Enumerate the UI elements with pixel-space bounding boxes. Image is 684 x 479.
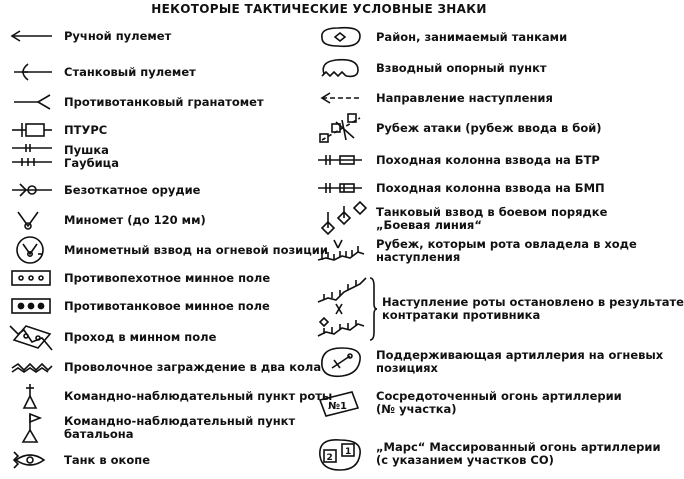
legend-label: Безоткатное орудие — [64, 182, 201, 197]
legend-label: Танк в окопе — [64, 452, 150, 467]
sector-number: 2 — [326, 453, 333, 463]
legend-item — [314, 434, 661, 474]
legend-label: Направление наступления — [376, 90, 553, 105]
legend-label: ПТУРС — [64, 122, 108, 137]
legend-label: контратаки противника — [382, 308, 541, 322]
company-observation-post-icon — [8, 382, 56, 410]
legend-item — [8, 142, 119, 172]
legend-label: Пушка — [64, 143, 109, 157]
legend-label: Поддерживающая артиллерия на огневых — [376, 348, 664, 362]
legend-item — [8, 268, 270, 288]
legend-label: Противотанковый гранатомет — [64, 94, 264, 109]
legend-item — [314, 180, 605, 196]
legend-label: Станковый пулемет — [64, 64, 196, 79]
minefield-passage-icon — [8, 322, 56, 352]
antipersonnel-minefield-icon — [8, 268, 56, 288]
legend-item — [8, 208, 206, 232]
legend-item — [314, 90, 553, 106]
legend-item — [314, 276, 684, 342]
legend-label: Рубеж атаки (рубеж ввода в бой) — [376, 120, 602, 135]
sector-number: 1 — [345, 447, 352, 457]
legend-label: Командно-наблюдательный пункт — [64, 414, 296, 428]
recoilless-gun-icon — [8, 180, 56, 200]
legend-label: Ручной пулемет — [64, 28, 172, 43]
attack-direction-icon — [314, 90, 368, 106]
legend-label: Рубеж, которым рота овладела в ходе — [376, 237, 637, 251]
captured-line-icon — [314, 236, 368, 266]
heavy-machine-gun-icon — [8, 62, 56, 82]
legend-item — [8, 28, 171, 44]
legend-label: Миномет (до 120 мм) — [64, 212, 206, 227]
tank-area-icon — [314, 24, 368, 50]
legend-item — [8, 322, 216, 352]
legend-label: Проход в минном поле — [64, 329, 217, 344]
legend-label: „Боевая линия“ — [376, 218, 482, 232]
legend-item — [314, 56, 547, 80]
legend-label: (с указанием участков СО) — [376, 453, 554, 467]
attack-line-icon — [314, 110, 368, 146]
mars-fire-icon — [314, 434, 368, 474]
tank-platoon-combat-icon — [314, 200, 368, 238]
legend-item — [8, 382, 332, 410]
legend-label: Танковый взвод в боевом порядке — [376, 205, 608, 219]
legend-item — [8, 448, 150, 472]
legend-item — [314, 152, 600, 168]
brace-icon — [368, 276, 378, 342]
mortar-icon — [8, 208, 56, 232]
legend-label: Противопехотное минное поле — [64, 270, 271, 285]
legend-label: (№ участка) — [376, 402, 457, 416]
sector-number: №1 — [328, 401, 347, 412]
tank-in-trench-icon — [8, 448, 56, 472]
legend-label: Минометный взвод на огневой позиции — [64, 242, 328, 257]
legend-item — [8, 180, 200, 200]
legend-item — [8, 358, 321, 376]
legend-label: Гаубица — [64, 156, 119, 170]
light-machine-gun-icon — [8, 28, 56, 44]
legend-item — [8, 62, 196, 82]
antitank-grenade-launcher-icon — [8, 92, 56, 112]
legend-label: Проволочное заграждение в два кола — [64, 359, 322, 374]
legend-item — [314, 110, 602, 146]
legend-item — [8, 234, 328, 266]
page-title: НЕКОТОРЫЕ ТАКТИЧЕСКИЕ УСЛОВНЫЕ ЗНАКИ — [151, 2, 487, 16]
legend-label: Район, занимаемый танками — [376, 29, 568, 44]
legend-label: Сосредоточенный огонь артиллерии — [376, 389, 622, 403]
legend-label: позициях — [376, 361, 438, 375]
battalion-observation-post-icon — [8, 412, 56, 444]
halted-advance-icon — [314, 276, 368, 342]
atgm-icon — [8, 120, 56, 140]
legend-item — [314, 342, 663, 382]
legend-item — [314, 388, 622, 418]
legend-label: батальона — [64, 427, 134, 441]
legend-item — [8, 412, 295, 444]
legend-label: „Марс“ Массированный огонь артиллерии — [376, 440, 661, 454]
legend-label: Наступление роты остановлено в результате — [382, 295, 684, 309]
supporting-artillery-icon — [314, 342, 368, 382]
ifv-column-icon — [314, 180, 368, 196]
legend-item — [314, 236, 637, 266]
legend-label: Командно-наблюдательный пункт роты — [64, 388, 333, 403]
apc-column-icon — [314, 152, 368, 168]
legend-item — [8, 120, 107, 140]
legend-label: Противотанковое минное поле — [64, 298, 270, 313]
platoon-strongpoint-icon — [314, 56, 368, 80]
antitank-minefield-icon — [8, 296, 56, 316]
legend-label: наступления — [376, 250, 461, 264]
mortar-platoon-icon — [8, 234, 56, 266]
legend-item — [314, 200, 607, 238]
legend-item — [8, 92, 264, 112]
gun-icon — [8, 142, 56, 172]
wire-obstacle-icon — [8, 358, 56, 376]
legend-item — [314, 24, 567, 50]
legend-label: Взводный опорный пункт — [376, 60, 547, 75]
concentrated-fire-icon — [314, 388, 368, 418]
legend-label: Походная колонна взвода на БТР — [376, 152, 600, 167]
legend-item — [8, 296, 270, 316]
legend-label: Походная колонна взвода на БМП — [376, 180, 605, 195]
